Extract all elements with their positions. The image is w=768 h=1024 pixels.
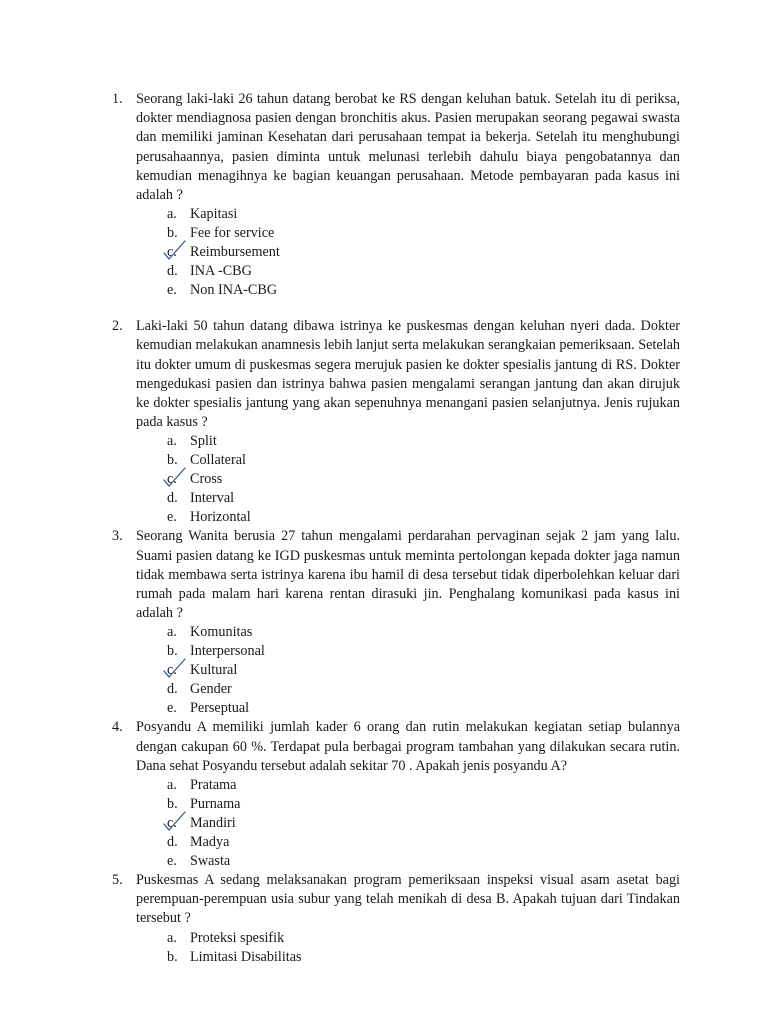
option-letter: a. (167, 433, 177, 450)
question-5 (112, 871, 680, 967)
option-item (167, 795, 680, 814)
option-item (167, 451, 680, 470)
option-letter: e. (167, 853, 177, 870)
option-list (136, 929, 680, 967)
option-label: Proteksi spesifik (190, 929, 285, 946)
option-label: INA -CBG (190, 263, 252, 280)
option-letter: b. (167, 948, 178, 965)
question-text: Laki-laki 50 tahun datang dibawa istrinya ke puskesmas dengan keluhan nyeri dada. Dokter kemudian melakukan anamnesis lebih lanjut serta melakukan serangkaian pemeriksaan. Setelah itu dokter umum di puskesmas segera merujuk pasien ke dokter spesialis jantung di RS. Dokter mengedukasi pasien dan istrinya bahwa pasien mengalami serangan jantung dan akan dirujuk ke dokter spesialis jantung yang akan sepenuhnya menangani pasien selanjutnya. Jenis rujukan pada kasus ? (136, 318, 680, 431)
checkmark-icon (161, 466, 187, 490)
option-letter: e. (167, 282, 177, 299)
checkmark-icon (161, 239, 187, 263)
option-letter: e. (167, 509, 177, 526)
option-letter: c. (167, 661, 190, 680)
option-letter: d. (167, 490, 178, 507)
option-label: Fee for service (190, 225, 275, 242)
question-number: 1. (112, 91, 123, 107)
option-list (136, 776, 680, 871)
question-3 (112, 527, 680, 718)
option-letter: d. (167, 681, 178, 698)
question-text: Posyandu A memiliki jumlah kader 6 orang dan rutin melakukan kegiatan setiap bulannya dengan cakupan 60 %. Terdapat pula berbagai program tambahan yang dilakukan secara rutin. Dana sehat Posyandu tersebut adalah sekitar 70 . Apakah jenis posyandu A? (136, 719, 680, 774)
question-number: 4. (112, 719, 123, 736)
option-letter: a. (167, 206, 177, 223)
question-2 (112, 317, 680, 527)
option-label: Kultural (190, 662, 238, 679)
question-text: Seorang Wanita berusia 27 tahun mengalami perdarahan pervaginan sejak 2 jam yang lalu. Suami pasien datang ke IGD puskesmas untuk meminta pertolongan kepada dokter jaga namun tidak membawa serta istrinya karena ibu hamil di desa tersebut tidak diperbolehkan keluar dari rumah pada malam hari karena rentan dirasuki jin. Penghalang komunikasi pada kasus ini adalah ? (136, 528, 680, 622)
option-letter: b. (167, 452, 178, 469)
option-item (167, 262, 680, 281)
option-label: Gender (190, 681, 232, 698)
option-letter: a. (167, 929, 177, 946)
option-label: Limitasi Disabilitas (190, 948, 302, 965)
option-label: Swasta (190, 853, 231, 870)
option-list (136, 432, 680, 527)
question-1 (112, 90, 680, 300)
option-letter: b. (167, 225, 178, 242)
option-letter: e. (167, 700, 177, 717)
option-label: Pratama (190, 777, 237, 794)
option-item (167, 642, 680, 661)
option-letter: b. (167, 643, 178, 660)
option-item (167, 432, 680, 451)
option-letter: b. (167, 796, 178, 813)
option-label: Non INA-CBG (190, 282, 278, 299)
option-item (167, 814, 680, 833)
question-number: 2. (112, 318, 123, 335)
option-label: Reimbursement (190, 244, 280, 261)
option-list (136, 623, 680, 718)
option-label: Perseptual (190, 700, 250, 717)
checkmark-icon (161, 657, 187, 681)
option-item (167, 623, 680, 642)
option-list (136, 205, 680, 300)
option-letter: c. (167, 470, 190, 489)
question-text: Puskesmas A sedang melaksanakan program pemeriksaan inspeksi visual asam asetat bagi perempuan-perempuan usia subur yang telah menikah di desa B. Apakah tujuan dari Tindakan tersebut ? (136, 872, 680, 927)
option-item (167, 929, 680, 948)
option-item (167, 661, 680, 680)
option-label: Kapitasi (190, 206, 238, 223)
option-item (167, 699, 680, 718)
question-4 (112, 718, 680, 871)
question-spacer (112, 300, 680, 317)
option-item (167, 243, 680, 262)
option-letter: c. (167, 814, 190, 833)
option-label: Cross (190, 471, 223, 488)
question-number: 3. (112, 528, 123, 545)
question-text: Seorang laki-laki 26 tahun datang berobat ke RS dengan keluhan batuk. Setelah itu di periksa, dokter mendiagnosa pasien dengan bronchitis akus. Pasien merupakan seorang pegawai swasta dan memiliki jaminan Kesehatan dari perusahaan tempat ia bekerja. Setelah itu menghubungi perusahaannya, pasien diminta untuk melunasi terlebih dahulu biaya pengobatannya dan kemudian menagihnya ke bagian keuangan perusahaan. Metode pembayaran pada kasus ini adalah ? (136, 91, 680, 204)
option-label: Horizontal (190, 509, 251, 526)
option-item (167, 224, 680, 243)
option-item (167, 489, 680, 508)
option-item (167, 281, 680, 300)
option-item (167, 470, 680, 489)
option-item (167, 852, 680, 871)
option-item (167, 508, 680, 527)
option-label: Collateral (190, 452, 246, 469)
option-letter: d. (167, 263, 178, 280)
question-list (112, 90, 680, 967)
option-item (167, 205, 680, 224)
option-letter: d. (167, 834, 178, 851)
option-label: Purnama (190, 796, 241, 813)
option-label: Mandiri (190, 815, 236, 832)
option-item (167, 680, 680, 699)
option-letter: a. (167, 624, 177, 641)
option-label: Komunitas (190, 624, 253, 641)
option-label: Interval (190, 490, 235, 507)
checkmark-icon (161, 810, 187, 834)
option-item (167, 833, 680, 852)
option-label: Interpersonal (190, 643, 265, 660)
option-letter: a. (167, 777, 177, 794)
option-label: Madya (190, 834, 230, 851)
option-item (167, 776, 680, 795)
option-letter: c. (167, 243, 190, 262)
option-item (167, 948, 680, 967)
option-label: Split (190, 433, 217, 450)
question-number: 5. (112, 872, 123, 889)
